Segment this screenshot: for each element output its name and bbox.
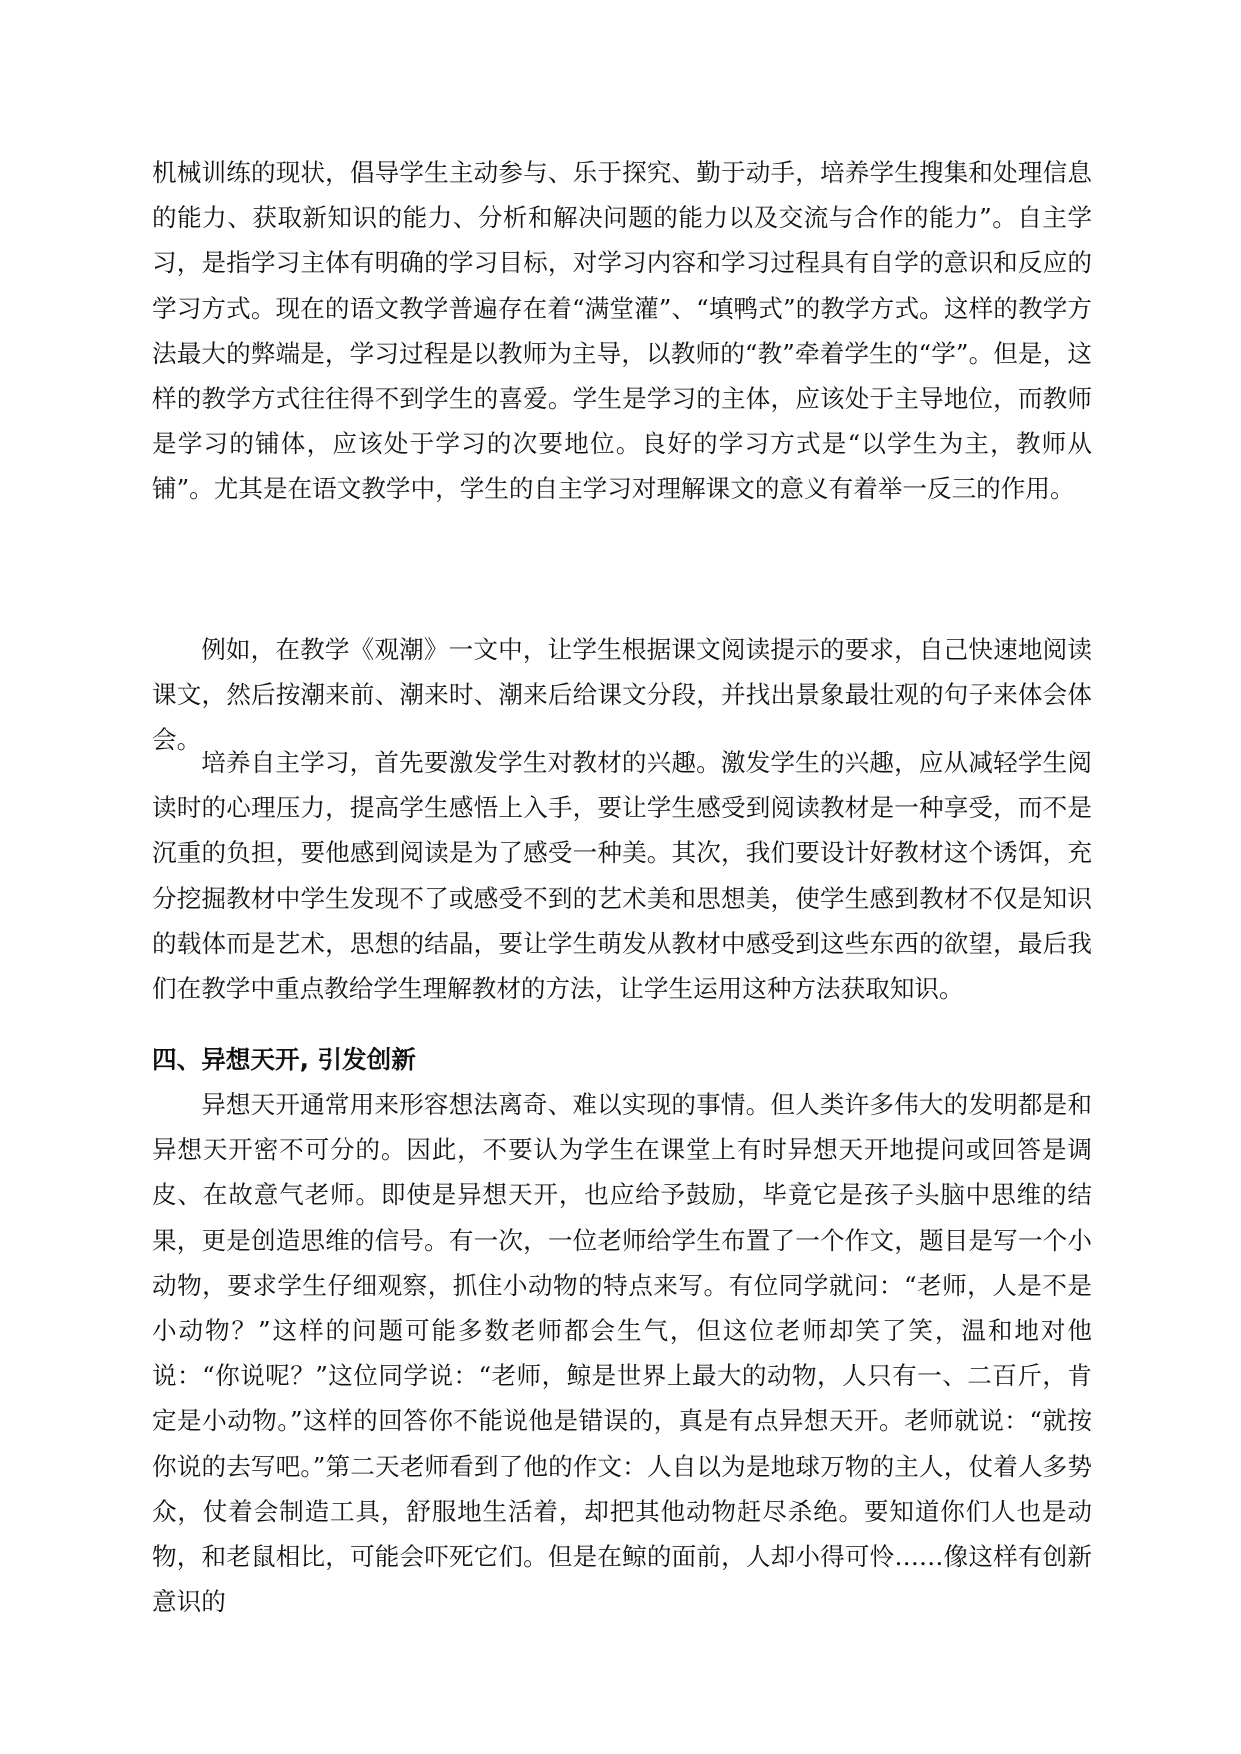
section-heading: 四、异想天开, 引发创新 — [152, 1045, 416, 1074]
paragraph-interest: 培养自主学习，首先要激发学生对教材的兴趣。激发学生的兴趣，应从减轻学生阅读时的心理压力，提高学生感悟上入手，要让学生感受到阅读教材是一种享受，而不是沉重的负担，要他感到阅读是为了感受一种美。其次，我们要设计好教材这个诱饵，充分挖掘教材中学生发现不了或感受不到的艺术美和思想美，使学生感到教材不仅是知识的载体而是艺术，思想的结晶，要让学生萌发从教材中感受到这些东西的欲望，最后我们在教学中重点教给学生理解教材的方法，让学生运用这种方法获取知识。 — [152, 748, 1092, 1004]
paragraph-imagination: 异想天开通常用来形容想法离奇、难以实现的事情。但人类许多伟大的发明都是和异想天开密不可分的。因此，不要认为学生在课堂上有时异想天开地提问或回答是调皮、在故意气老师。即使是异想天开，也应给予鼓励，毕竟它是孩子头脑中思维的结果，更是创造思维的信号。有一次，一位老师给学生布置了一个作文，题目是写一个小动物，要求学生仔细观察，抓住小动物的特点来写。有位同学就问：“老师，人是不是小动物？”这样的问题可能多数老师都会生气，但这位老师却笑了笑，温和地对他说：“你说呢？”这位同学说：“老师，鲸是世界上最大的动物，人只有一、二百斤，肯定是小动物。”这样的回答你不能说他是错误的，真是有点异想天开。老师就说：“就按你说的去写吧。”第二天老师看到了他的作文：人自以为是地球万物的主人，仗着人多势众，仗着会制造工具，舒服地生活着，却把其他动物赶尽杀绝。要知道你们人也是动物，和老鼠相比，可能会吓死它们。但是在鲸的面前，人却小得可怜……像这样有创新意识的 — [152, 1090, 1092, 1617]
document-page — [152, 0, 1092, 1754]
paragraph-example-guanchao: 例如，在教学《观潮》一文中，让学生根据课文阅读提示的要求，自己快速地阅读课文，然后按潮来前、潮来时、潮来后给课文分段，并找出景象最壮观的句子来体会体会。 — [152, 635, 1092, 755]
paragraph-self-learning: 机械训练的现状，倡导学生主动参与、乐于探究、勤于动手，培养学生搜集和处理信息的能力、获取新知识的能力、分析和解决问题的能力以及交流与合作的能力”。自主学习，是指学习主体有明确的学习目标，对学习内容和学习过程具有自学的意识和反应的学习方式。现在的语文教学普遍存在着“满堂灌”、“填鸭式”的教学方式。这样的教学方法最大的弊端是，学习过程是以教师为主导，以教师的“教”牵着学生的“学”。但是，这样的教学方式往往得不到学生的喜爱。学生是学习的主体，应该处于主导地位，而教师是学习的铺体，应该处于学习的次要地位。良好的学习方式是“以学生为主，教师从铺”。尤其是在语文教学中，学生的自主学习对理解课文的意义有着举一反三的作用。 — [152, 158, 1092, 504]
